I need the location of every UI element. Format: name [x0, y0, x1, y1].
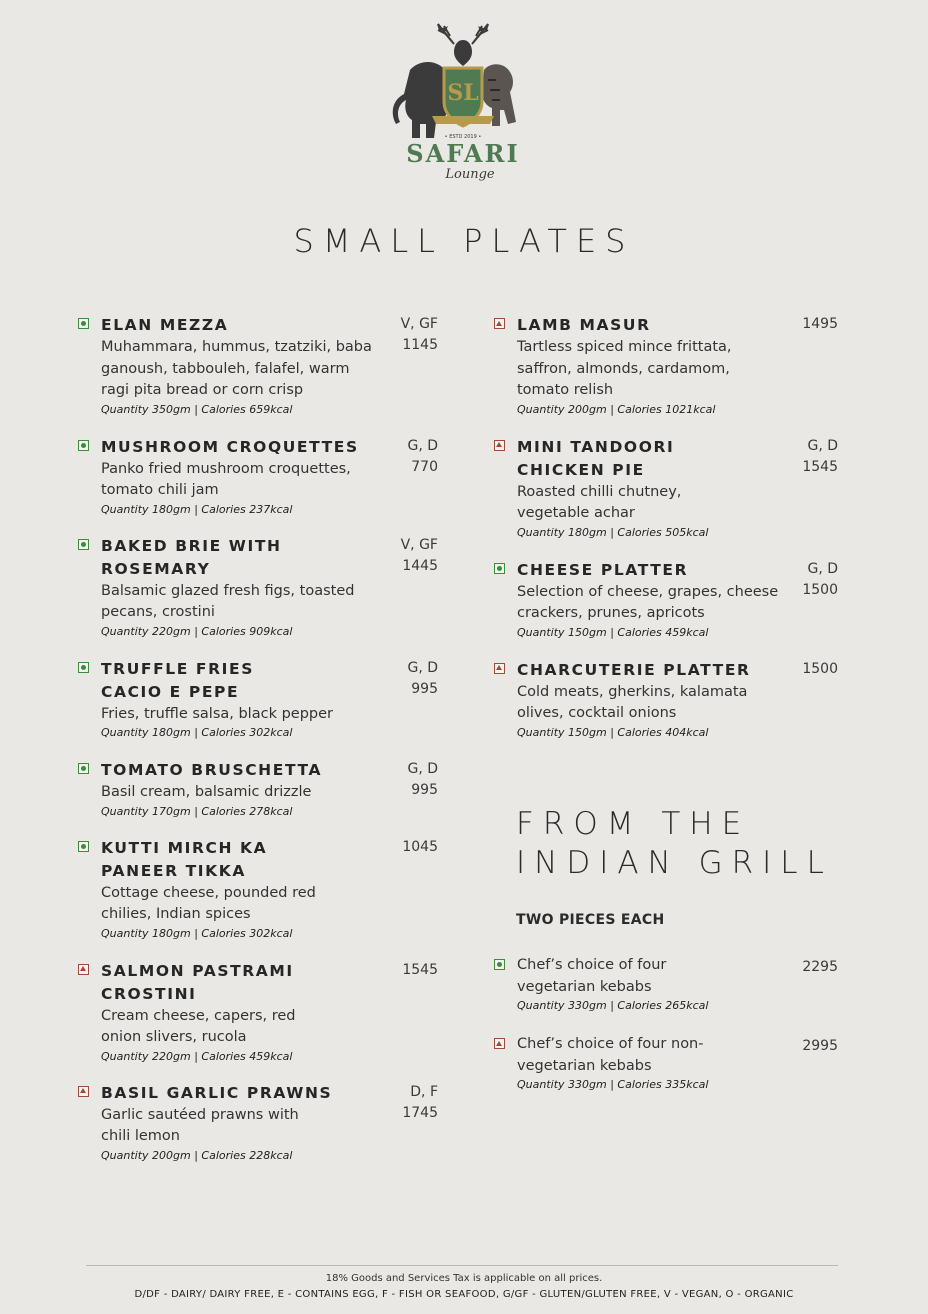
item-price: 1045: [402, 838, 438, 855]
menu-item: [78, 314, 438, 418]
menu-item: [78, 759, 438, 820]
item-quantity-calories: Quantity 180gm | Calories 237kcal: [101, 502, 293, 516]
item-quantity-calories: Quantity 330gm | Calories 265kcal: [517, 999, 709, 1012]
item-description: Balsamic glazed fresh figs, toasted pecans, crostini: [101, 582, 355, 620]
item-name: LAMB MASUR: [517, 316, 651, 334]
dietary-tags: G, D: [807, 437, 838, 454]
item-price: 1445: [402, 557, 438, 574]
menu-item: [78, 535, 438, 640]
item-price: 1545: [402, 961, 438, 978]
menu-item: [494, 559, 854, 641]
veg-marker-icon: [78, 318, 89, 329]
item-quantity-calories: Quantity 330gm | Calories 335kcal: [517, 1078, 709, 1091]
item-quantity-calories: Quantity 150gm | Calories 459kcal: [517, 625, 709, 639]
dietary-tags: G, D: [407, 761, 438, 777]
item-name: CHEESE PLATTER: [517, 560, 689, 579]
item-name: KUTTI MIRCH KA PANEER TIKKA: [101, 838, 268, 880]
menu-item: [494, 955, 854, 1014]
nonveg-marker-icon: [494, 440, 505, 451]
dietary-tags: G, D: [407, 437, 438, 454]
item-price: 1495: [802, 316, 838, 332]
veg-marker-icon: [78, 539, 89, 550]
item-quantity-calories: Quantity 180gm | Calories 302kcal: [101, 726, 293, 739]
item-description: Chef’s choice of four non-vegetarian kebabs: [517, 1036, 704, 1074]
item-quantity-calories: Quantity 180gm | Calories 302kcal: [101, 926, 293, 940]
svg-text:Lounge: Lounge: [445, 167, 495, 182]
item-quantity-calories: Quantity 350gm | Calories 659kcal: [101, 402, 293, 416]
stag-head-icon: [438, 24, 488, 66]
item-quantity-calories: Quantity 150gm | Calories 404kcal: [517, 725, 709, 739]
menu-item: [494, 436, 854, 541]
nonveg-marker-icon: [78, 1086, 89, 1097]
item-description: Roasted chilli chutney, vegetable achar: [517, 483, 682, 521]
item-description: Garlic sautéed prawns with chili lemon: [101, 1106, 299, 1144]
section-subheading: TWO PIECES EACH: [516, 912, 665, 928]
item-description: Basil cream, balsamic drizzle: [101, 784, 312, 800]
item-quantity-calories: Quantity 180gm | Calories 505kcal: [517, 525, 709, 539]
item-description: Panko fried mushroom croquettes, tomato chili jam: [101, 460, 351, 498]
svg-text:SL: SL: [447, 80, 479, 106]
item-description: Cream cheese, capers, red onion slivers, rucola: [101, 1007, 296, 1045]
veg-marker-icon: [78, 440, 89, 451]
nonveg-marker-icon: [494, 663, 505, 674]
item-price: 995: [411, 680, 438, 697]
item-quantity-calories: Quantity 200gm | Calories 1021kcal: [517, 402, 716, 416]
right-menu-column: [494, 314, 854, 741]
nonveg-marker-icon: [494, 1038, 505, 1049]
dietary-legend: D/DF - DAIRY/ DAIRY FREE, E - CONTAINS EGG, F - FISH OR SEAFOOD, G/GF - GLUTEN/GLUTEN FREE, V - VEGAN, O - ORGANIC: [134, 1289, 794, 1300]
dietary-tags: V, GF: [400, 316, 438, 332]
section-title-indian-grill: [516, 805, 916, 883]
item-price: 770: [411, 458, 438, 475]
item-price: 2295: [802, 959, 838, 975]
item-price: 1500: [802, 660, 838, 677]
dietary-tags: G, D: [407, 659, 438, 676]
item-quantity-calories: Quantity 200gm | Calories 228kcal: [101, 1148, 293, 1162]
menu-item: [78, 436, 438, 518]
menu-item: [494, 314, 854, 418]
item-name: CHARCUTERIE PLATTER: [517, 660, 751, 679]
section-title-line: INDIAN GRILL: [516, 845, 833, 881]
page-title: SMALL PLATES: [293, 222, 635, 260]
menu-item: [78, 658, 438, 742]
dietary-tags: D, F: [410, 1083, 438, 1100]
item-price: 1145: [402, 337, 438, 353]
elephant-icon: [393, 62, 450, 138]
item-price: 1745: [402, 1104, 438, 1121]
item-description: Tartless spiced mince frittata, saffron, almonds, cardamom, tomato relish: [517, 339, 732, 398]
item-description: Fries, truffle salsa, black pepper: [101, 705, 333, 722]
veg-marker-icon: [494, 959, 505, 970]
veg-marker-icon: [78, 662, 89, 673]
item-name: MINI TANDOORI CHICKEN PIE: [517, 437, 675, 479]
nonveg-marker-icon: [78, 964, 89, 975]
menu-item: [78, 960, 438, 1065]
item-name: TOMATO BRUSCHETTA: [101, 761, 323, 779]
safari-lounge-logo: [388, 20, 538, 190]
veg-marker-icon: [78, 841, 89, 852]
item-description: Muhammara, hummus, tzatziki, baba ganoush, tabbouleh, falafel, warm ragi pita bread or corn crisp: [101, 339, 372, 398]
left-menu-column: [78, 314, 438, 1164]
item-price: 995: [411, 782, 438, 798]
dietary-tags: G, D: [807, 560, 838, 577]
item-name: BAKED BRIE WITH ROSEMARY: [101, 536, 282, 578]
item-name: TRUFFLE FRIES CACIO E PEPE: [101, 659, 254, 701]
nonveg-marker-icon: [494, 318, 505, 329]
menu-item: [494, 1034, 854, 1093]
item-quantity-calories: Quantity 220gm | Calories 909kcal: [101, 624, 293, 638]
menu-item: [78, 837, 438, 942]
svg-text:SAFARI: SAFARI: [406, 139, 520, 168]
item-price: 2995: [802, 1038, 838, 1054]
menu-item: [494, 659, 854, 741]
item-quantity-calories: Quantity 170gm | Calories 278kcal: [101, 804, 293, 818]
footer-divider: [86, 1265, 838, 1266]
svg-text:• ESTD 2019 •: • ESTD 2019 •: [444, 134, 482, 140]
item-name: BASIL GARLIC PRAWNS: [101, 1083, 333, 1102]
item-description: Cold meats, gherkins, kalamata olives, cocktail onions: [517, 683, 748, 721]
item-description: Cottage cheese, pounded red chilies, Indian spices: [101, 884, 316, 922]
item-quantity-calories: Quantity 220gm | Calories 459kcal: [101, 1049, 293, 1063]
grill-items: [494, 955, 854, 1093]
item-price: 1500: [802, 581, 838, 598]
item-name: SALMON PASTRAMI CROSTINI: [101, 961, 294, 1003]
item-description: Chef’s choice of four vegetarian kebabs: [517, 957, 667, 995]
item-name: MUSHROOM CROQUETTES: [101, 437, 359, 456]
item-description: Selection of cheese, grapes, cheese crackers, prunes, apricots: [517, 583, 779, 621]
item-price: 1545: [802, 458, 838, 475]
dietary-tags: V, GF: [400, 536, 438, 553]
veg-marker-icon: [78, 763, 89, 774]
section-title-line: FROM THE: [516, 806, 751, 842]
menu-item: [78, 1082, 438, 1164]
item-name: ELAN MEZZA: [101, 316, 229, 334]
veg-marker-icon: [494, 563, 505, 574]
tax-note: 18% Goods and Services Tax is applicable on all prices.: [325, 1273, 603, 1284]
